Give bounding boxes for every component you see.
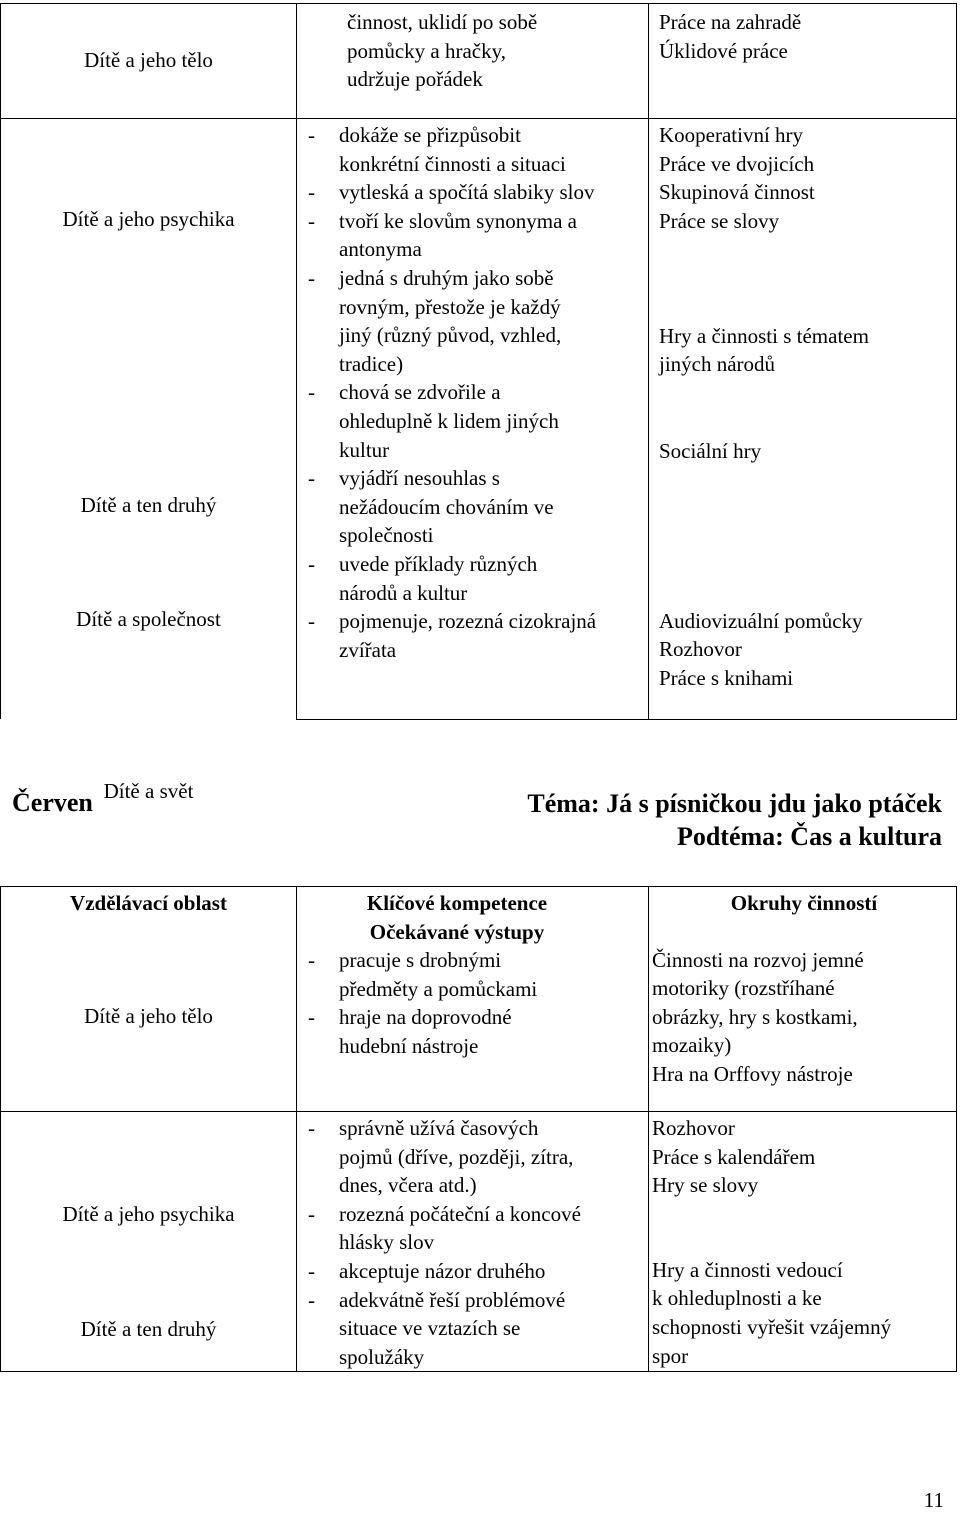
- area-cell: [1, 1112, 297, 1372]
- activity-text: Rozhovor: [659, 637, 742, 661]
- month-heading: Červen: [12, 788, 93, 817]
- activity-text: motoriky (rozstříhané: [652, 976, 835, 1001]
- activity-text: Práce na zahradě: [659, 10, 802, 34]
- outcomes-list: [297, 946, 648, 1060]
- area-label: Dítě a jeho tělo: [84, 1004, 213, 1028]
- list-item: - správně užívá časových pojmů (dříve, později, zítra, dnes, včera atd.): [297, 1114, 583, 1200]
- list-item: - tvoří ke slovům synonyma a antonyma: [297, 207, 597, 264]
- area-label: Dítě a svět: [103, 779, 194, 803]
- activities-cell: [649, 119, 957, 720]
- activity-text: Hry a činnosti s tématem: [659, 324, 869, 348]
- list-item: - uvede příklady různých národů a kultur: [297, 550, 597, 607]
- outcomes-cell: [297, 1112, 649, 1372]
- activity-text: Hra na Orffovy nástroje: [652, 1061, 853, 1086]
- activity-text: Skupinová činnost: [659, 180, 815, 205]
- subtheme-title: Podtéma: Čas a kultura: [676, 822, 942, 851]
- area-label: Dítě a jeho psychika: [62, 1202, 235, 1226]
- area-label: Dítě a společnost: [76, 607, 221, 631]
- activities-cell: [649, 887, 957, 1112]
- activity-text: k ohleduplnosti a ke: [652, 1286, 822, 1311]
- column-header-competences: Klíčové kompetence: [366, 891, 548, 915]
- list-item: - dokáže se přizpůsobit konkrétní činnosti a situaci: [297, 121, 597, 178]
- list-item: - pojmenuje, rozezná cizokrajná zvířata: [297, 607, 597, 664]
- activity-text: Práce ve dvojicích: [659, 151, 815, 176]
- activity-text: Práce s kalendářem: [652, 1144, 816, 1169]
- activities-cell: [649, 1112, 957, 1372]
- list-item: - vyjádří nesouhlas s nežádoucím chováním ve společnosti: [297, 464, 597, 550]
- activity-text: spor: [652, 1343, 689, 1368]
- column-header-outcomes: Očekávané výstupy: [369, 919, 545, 944]
- list-item: - chová se zdvořile a ohleduplně k lidem jiných kultur: [297, 378, 597, 464]
- page-number: 11: [923, 1488, 944, 1512]
- activity-text: schopnosti vyřešit vzájemný: [652, 1314, 892, 1339]
- outcomes-cell: [297, 4, 649, 119]
- activity-text: jiných národů: [659, 352, 776, 376]
- list-item: - akceptuje názor druhého: [297, 1257, 583, 1286]
- area-label: Dítě a jeho tělo: [84, 47, 213, 72]
- table-row: [1, 1112, 957, 1372]
- theme-heading: [527, 787, 942, 853]
- activity-text: Sociální hry: [659, 439, 762, 463]
- activity-text: Úklidové práce: [659, 38, 788, 63]
- column-header-activities: Okruhy činností: [730, 891, 878, 915]
- outcomes-cell: [297, 887, 649, 1112]
- table-row: [1, 119, 957, 720]
- list-item: - jedná s druhým jako sobě rovným, přestože je každý jiný (různý původ, vzhled, tradice): [297, 264, 597, 378]
- list-item: - pracuje s drobnými předměty a pomůckami: [297, 946, 583, 1003]
- area-cell: [1, 887, 297, 1112]
- area-label: Dítě a ten druhý: [80, 1317, 217, 1341]
- table-row: [1, 887, 957, 1112]
- list-item: - hraje na doprovodné hudební nástroje: [297, 1003, 583, 1060]
- theme-title: Téma: Já s písničkou jdu jako ptáček: [527, 789, 942, 818]
- activity-text: Hry a činnosti vedoucí: [652, 1257, 843, 1282]
- area-label: Dítě a ten druhý: [80, 493, 217, 517]
- activities-cell: [649, 4, 957, 119]
- area-cell: [1, 4, 297, 119]
- activity-text: Rozhovor: [652, 1116, 735, 1140]
- outcomes-cell: [297, 119, 649, 720]
- outcome-text: udržuje pořádek: [347, 67, 483, 92]
- table-row: [1, 4, 957, 119]
- outcomes-list: [297, 1114, 648, 1371]
- activity-text: Hry se slovy: [652, 1173, 759, 1198]
- activity-text: Audiovizuální pomůcky: [659, 609, 863, 633]
- activity-text: obrázky, hry s kostkami,: [652, 1004, 858, 1029]
- activity-text: Činnosti na rozvoj jemné: [652, 947, 864, 972]
- list-item: - rozezná počáteční a koncové hlásky slov: [297, 1200, 583, 1257]
- outcomes-list: [297, 121, 642, 664]
- area-label: Dítě a jeho psychika: [62, 207, 235, 231]
- list-item: - adekvátně řeší problémové situace ve vztazích se spolužáky: [297, 1286, 583, 1372]
- outcome-text: pomůcky a hračky,: [347, 38, 506, 63]
- activity-text: mozaiky): [652, 1033, 732, 1058]
- activity-text: Kooperativní hry: [659, 123, 804, 147]
- list-item: - vytleská a spočítá slabiky slov: [297, 178, 597, 207]
- column-header-area: Vzdělávací oblast: [70, 891, 227, 915]
- outcome-text: činnost, uklidí po sobě: [347, 10, 538, 34]
- activities-table-2: [0, 886, 957, 1372]
- activity-text: Práce s knihami: [659, 666, 794, 690]
- activity-text: Práce se slovy: [659, 208, 780, 233]
